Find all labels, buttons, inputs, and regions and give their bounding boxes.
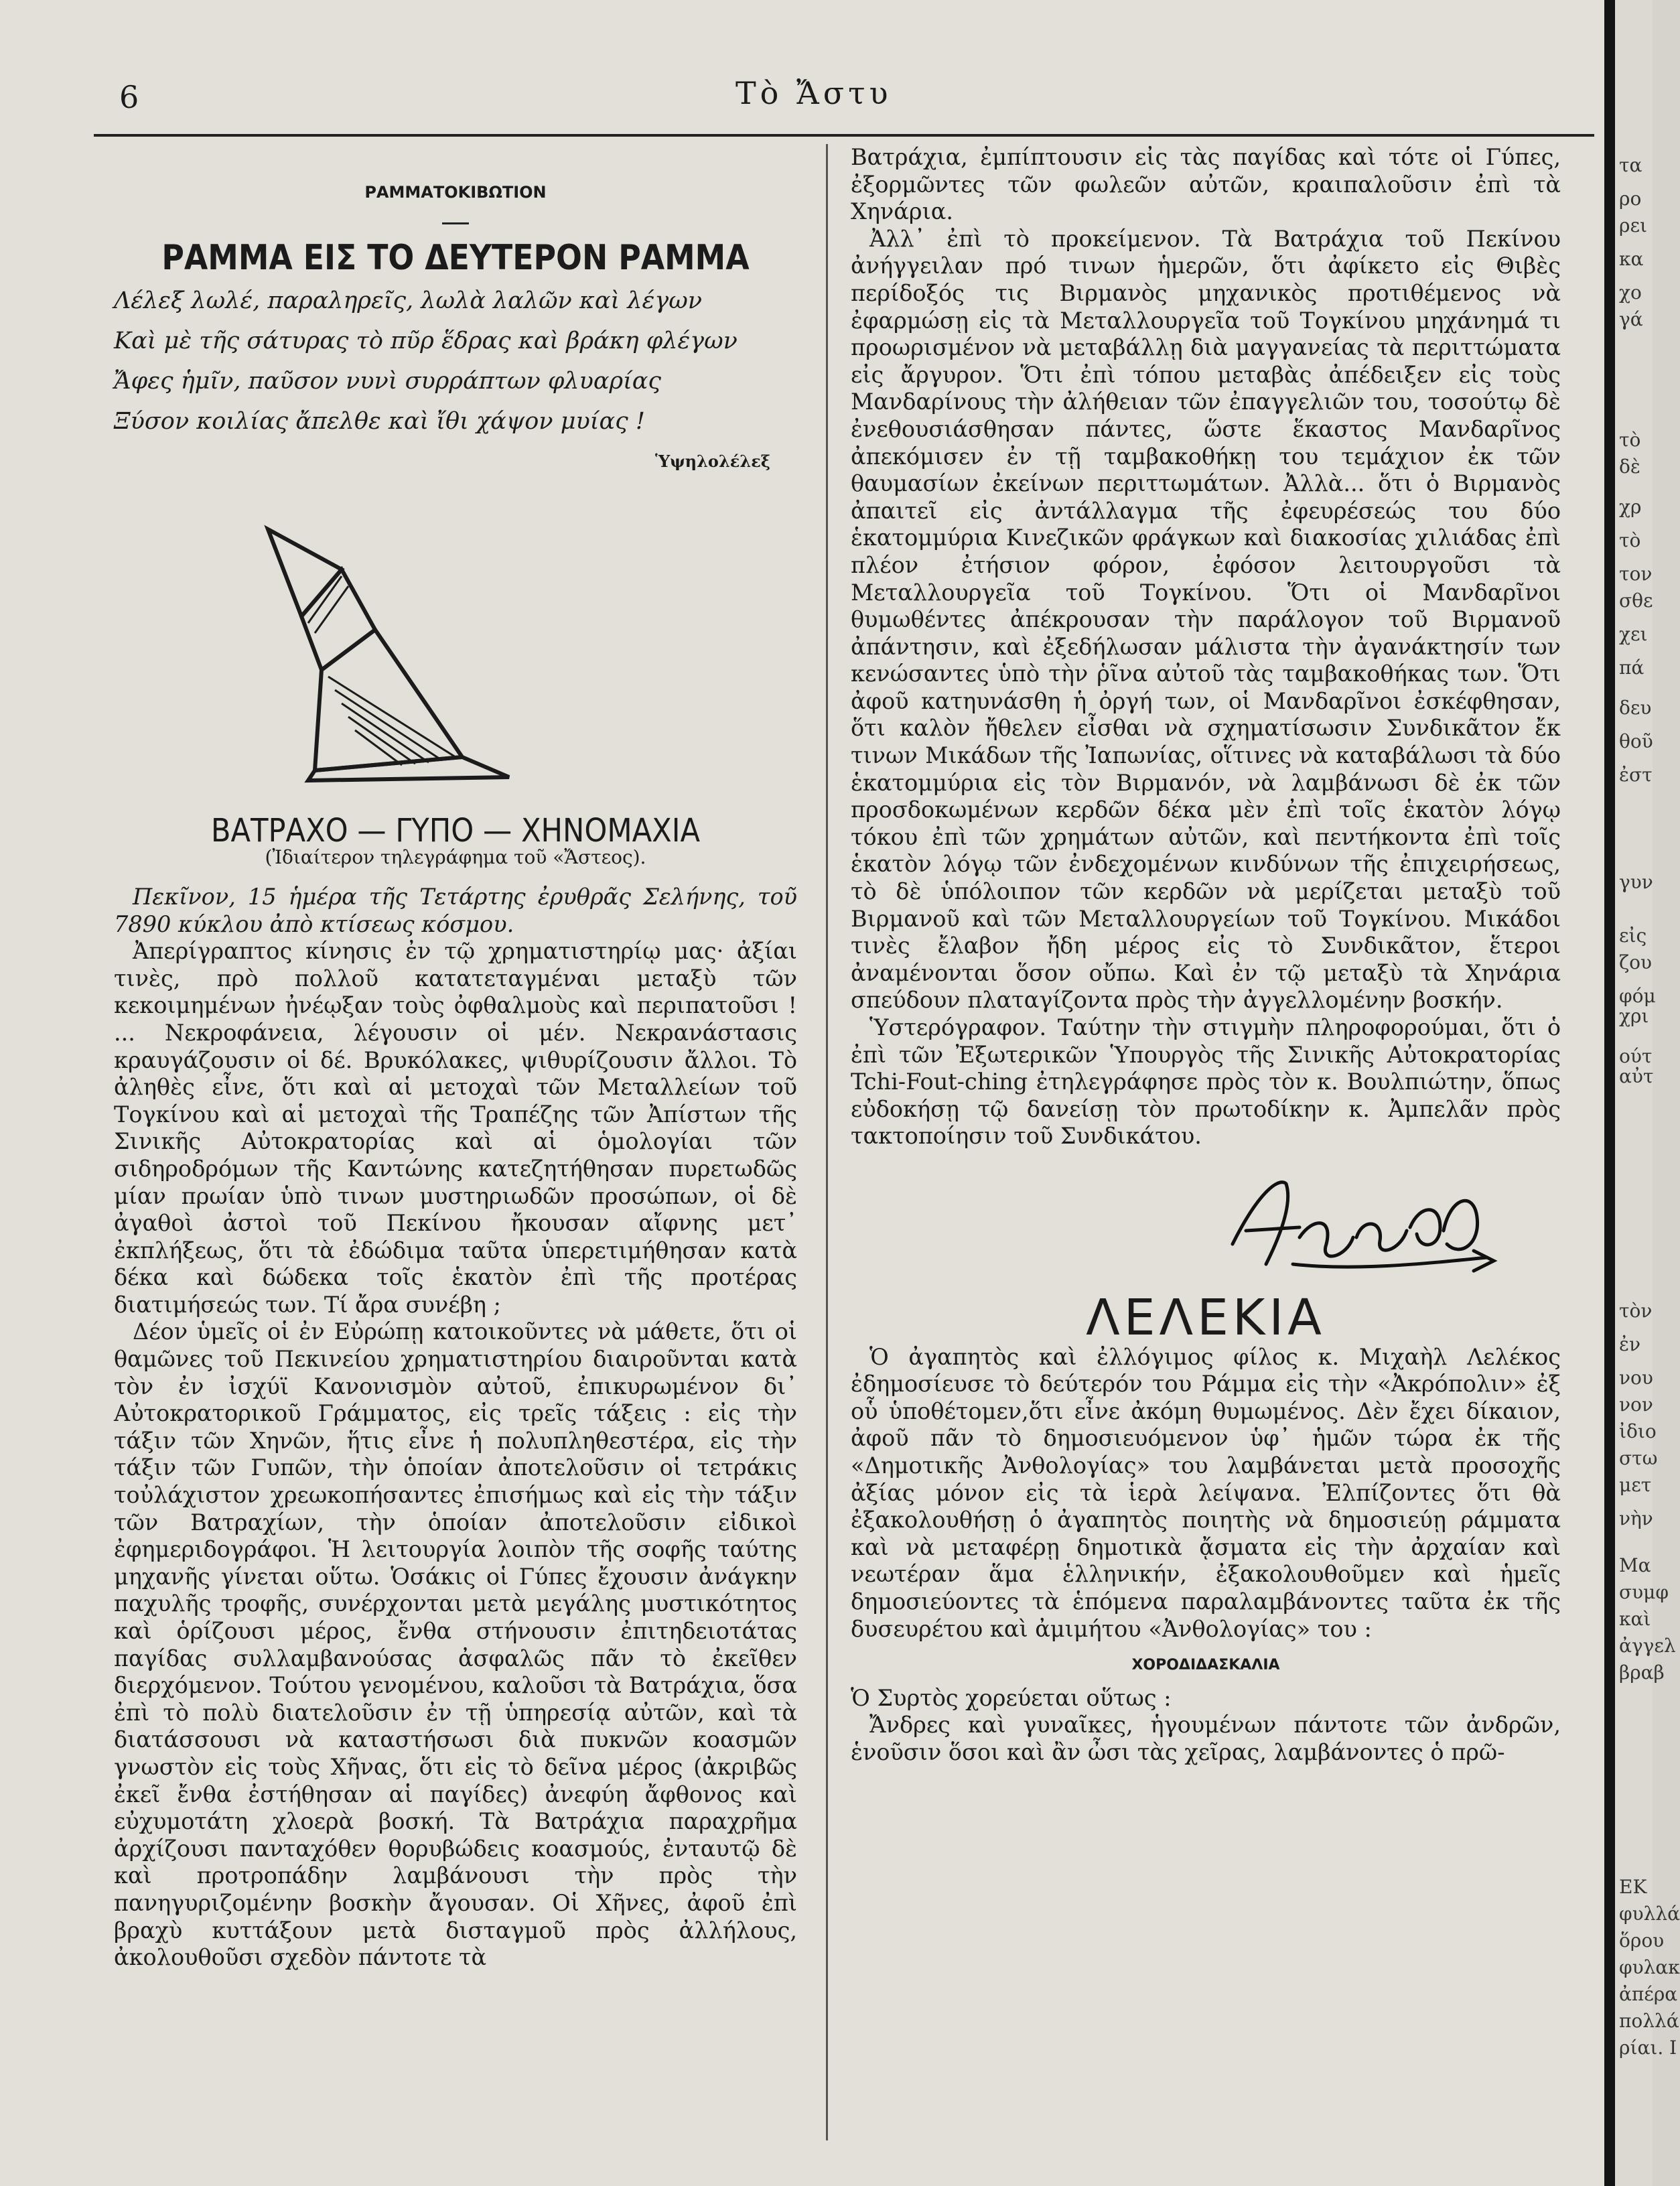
- masthead-title: Τὸ Ἄστυ: [736, 75, 892, 111]
- headline: ΡΑΜΜΑ ΕΙΣ ΤΟ ΔΕΥΤΕΡΟΝ ΡΑΜΜΑ: [161, 237, 750, 278]
- adjacent-page-fragment: χρι: [1619, 1005, 1649, 1027]
- adjacent-page-fragment: σθε: [1619, 590, 1653, 612]
- adjacent-page-fragment: ἐν: [1619, 1333, 1641, 1355]
- adjacent-page-fragment: ζου: [1619, 951, 1653, 973]
- adjacent-page-fragment: αὐτ: [1619, 1065, 1654, 1087]
- paragraph: Ὁ ἀγαπητὸς καὶ ἐλλόγιμος φίλος κ. Μιχαὴλ Λελέκος ἐδημοσίευσε τὸ δεύτερόν του Ράμμα εἰς τὴν «Ἀκρόπολιν» ἐξ οὗ ὑποθέτομεν,ὅτι εἶνε ἀκόμη θυμωμένος. Δὲν ἔχει δίκαιον, ἀφοῦ πᾶν τὸ δημοσιευόμενον ὑφ᾽ ἡμῶν τώρα ἐκ τῆς «Δημοτικῆς Ἀνθολογίας» του λαμβάνεται μετὰ προσοχῆς ἀξίας μόνον εἰς τὰ ἱερὰ λείψανα. Ἐλπίζοντες ὅτι θὰ ἐξακολουθήσῃ ὁ ἀγαπητὸς ποιητὴς νὰ δημοσιεύῃ ράμματα καὶ νὰ μεταφέρῃ δημοτικὰ ᾄσματα εἰς τὴν ἀρχαίαν καὶ νεωτέραν ἅμα ἑλληνικήν, ἐξακολουθοῦμεν καὶ ἡμεῖς δημοσιεύοντες τὰ ἑπόμενα παραλαμβάνοντες ταῦτα ἐκ τῆς δυσευρέτου καὶ ἀμιμήτου «Ἀνθολογίας» του :: [851, 1343, 1561, 1642]
- adjacent-page-fragment: χει: [1619, 623, 1648, 645]
- adjacent-page-fragment: στω: [1619, 1447, 1658, 1469]
- verse-line: Καὶ μὲ τῆς σάτυρας τὸ πῦρ ἕδρας καὶ βράκη φλέγων: [114, 328, 738, 355]
- choro-title: ΧΟΡΟΔΙΔΑΣΚΑΛΙΑ: [1131, 1657, 1280, 1674]
- verse-line: Λέλεξ λωλέ, παραληρεῖς, λωλὰ λαλῶν καὶ λέγων: [114, 287, 703, 315]
- adjacent-page-fragment: πά: [1619, 657, 1644, 679]
- adjacent-page-edge: [1615, 0, 1680, 2186]
- adjacent-page-fragment: γά: [1619, 308, 1643, 330]
- adjacent-page-fragment: ἀπέρα: [1619, 1983, 1678, 2005]
- adjacent-page-fragment: δὲ: [1619, 456, 1640, 478]
- adjacent-page-fragment: χρ: [1619, 496, 1642, 518]
- lelekia-title: ΛΕΛΕΚΙΑ: [1086, 1288, 1326, 1347]
- handwritten-signature: [1219, 1164, 1500, 1291]
- dateline: Πεκῖνον, 15 ἡμέρα τῆς Τετάρτης ἐρυθρᾶς Σελήνης, τοῦ 7890 κύκλου ἀπὸ κτίσεως κόσμου.: [114, 883, 797, 937]
- adjacent-page-fragment: πολλά: [1619, 2010, 1679, 2032]
- signature-block: [851, 1150, 1561, 1298]
- adjacent-page-fragment: γυν: [1619, 871, 1653, 893]
- section-dash: [442, 222, 469, 224]
- article-title: ΒΑΤΡΑΧΟ — ΓΥΠΟ — ΧΗΝΟΜΑΧΙΑ: [210, 811, 701, 849]
- adjacent-page-fragment: τὸν: [1619, 1300, 1653, 1322]
- paragraph: Ἀπερίγραπτος κίνησις ἐν τῷ χρηματιστηρίῳ μας· ἀξίαι τινὲς, πρὸ πολλοῦ κατατεταγμέναι μεταξὺ τῶν κεκοιμημένων ἠνέῳξαν τοὺς ὀφθαλμοὺς καὶ περιπατοῦσι ! ... Νεκροφάνεια, λέγουσιν οἱ μέν. Νεκρανάστασις κραυγάζουσιν οἱ δέ. Βρυκόλακες, ψιθυρίζουσιν ἄλλοι. Τὸ ἀληθὲς εἶνε, ὅτι καὶ αἱ μετοχαὶ τῶν Μεταλλείων τοῦ Τογκίνου καὶ αἱ μετοχαὶ τῆς Τραπέζης τῶν Ἀπίστων τῆς Σινικῆς Αὐτοκρατορίας καὶ αἱ ὁμολογίαι τῶν σιδηροδρόμων τῆς Καντώνης κατεζητήθησαν πυρετωδῶς μίαν πρωίαν ὑπὸ τινων μυστηριωδῶν προσώπων, οἱ δὲ ἀγαθοὶ ἀστοὶ τοῦ Πεκίνου ἤκουσαν αἴφνης μετ᾽ ἐκπλήξεως, ὅτι τὰ ἐδώδιμα ταῦτα ὑπερετιμήθησαν κατὰ δέκα καὶ δώδεκα τοῖς ἑκατὸν ἐπὶ τῆς προτέρας διατιμήσεώς των. Τί ἄρα συνέβη ;: [114, 938, 797, 1318]
- adjacent-page-fragment: κα: [1619, 248, 1644, 270]
- verse-line: Ἄφες ἡμῖν, παῦσον νυνὶ συρράπτων φλυαρίας: [114, 368, 662, 395]
- adjacent-page-fragment: βραβ: [1619, 1661, 1665, 1684]
- column-divider: [826, 144, 828, 2140]
- adjacent-page-fragment: καὶ: [1619, 1608, 1651, 1630]
- adjacent-page-fragment: φόμ: [1619, 985, 1656, 1007]
- paragraph: Δέον ὑμεῖς οἱ ἐν Εὐρώπῃ κατοικοῦντες νὰ μάθετε, ὅτι οἱ θαμῶνες τοῦ Πεκινείου χρηματιστηρίου διαιροῦνται κατὰ τὸν ἐν ἰσχύϊ Κανονισμὸν αὐτοῦ, ἐπικυρωμένον δι᾽ Αὐτοκρατορικοῦ Γράμματος, εἰς τρεῖς τάξεις : εἰς τὴν τάξιν τῶν Χηνῶν, ἥτις εἶνε ἡ πολυπληθεστέρα, εἰς τὴν τάξιν τῶν Γυπῶν, τὴν ὁποίαν ἀποτελοῦσιν οἱ τετράκις τοὐλάχιστον χρεωκοπήσαντες ἐπισήμως καὶ εἰς τὴν τάξιν τῶν Βατραχίων, τὴν ὁποίαν ἀποτελοῦσιν εἰδικοὶ ἐφημεριδογράφοι. Ἡ λειτουργία λοιπὸν τῆς σοφῆς ταύτης μηχανῆς γίνεται οὕτω. Ὁσάκις οἱ Γύπες ἔχουσιν ἀνάγκην παχυλῆς τροφῆς, συνέρχονται μετὰ μεγάλης μυστικότητος καὶ ὁρίζουσι μέρος, ἔνθα στήνουσιν ἐπιτηδειοτάτας παγίδας συλλαμβανούσας ἀσφαλῶς πᾶν τὸ ἐκεῖθεν διερχόμενον. Τούτου γενομένου, καλοῦσι τὰ Βατράχια, ὅσα ἐπὶ τὸ πολὺ διατελοῦσιν ἐν τῇ ὑπηρεσίᾳ αὐτῶν, καὶ τὰ διατάσσουσι νὰ καταστήσωσι διὰ πυκνῶν κοασμῶν γνωστὸν εἰς τοὺς Χῆνας, ὅτι εἰς τὸ δεῖνα μέρος (ἀκριβῶς ἐκεῖ ἔνθα ἐστήθησαν αἱ παγίδες) ἀνεφύη ἄφθονος καὶ εὐχυμοτάτη χλοερὰ βοσκή. Τὰ Βατράχια παραχρῆμα ἀρχίζουσι πανταχόθεν θορυβώδεις κοασμούς, ἐνταυτῷ δὲ καὶ προτροπάδην λαμβάνουσι τὴν πρὸς τὴν πανηγυριζομένην βοσκὴν ἄγουσαν. Οἱ Χῆνες, ἀφοῦ ἐπὶ βραχὺ κυττάξουν μετὰ δισταγμοῦ πρὸς ἀλλήλους, ἀκολουθοῦσι σχεδὸν πάντοτε τὰ: [114, 1318, 797, 1971]
- binding-gutter: [1604, 0, 1615, 2186]
- adjacent-page-fragment: τον: [1619, 563, 1653, 585]
- adjacent-page-fragment: θοῦ: [1619, 730, 1653, 752]
- adjacent-page-fragment: φυλακ: [1619, 1956, 1680, 1978]
- adjacent-page-fragment: δευ: [1619, 697, 1652, 719]
- adjacent-page-fragment: νου: [1619, 1367, 1653, 1389]
- origami-bird-icon: [241, 516, 522, 784]
- adjacent-page-fragment: τα: [1619, 154, 1642, 176]
- adjacent-page-fragment: τὸ: [1619, 429, 1641, 451]
- paragraph: Ἀλλ᾽ ἐπὶ τὸ προκείμενον. Τὰ Βατράχια τοῦ Πεκίνου ἀνήγγειλαν πρό τινων ἡμερῶν, ὅτι ἀφίκετο εἰς Θιβὲς περίδοξός τις Βιρμανὸς μηχανικὸς προτιθέμενος νὰ ἐφαρμώσῃ εἰς τὰ Μεταλλουργεῖα τοῦ Τογκίνου μηχάνημά τι προωρισμένον νὰ μεταβάλλῃ διὰ μαγγανείας τὰ περιττώματα εἰς ἄργυρον. Ὅτι ἐπὶ τόπου μεταβὰς ἀπέδειξεν εἰς τοὺς Μανδαρίνους τὴν ἀλήθειαν τῶν ἐπαγγελιῶν του, τοσούτῳ δὲ ἐνεθουσιάσθησαν πάντες, ὥστε ἕκαστος Μανδαρῖνος ἀπεκόμισεν ἐν τῇ ταμβακοθήκῃ του τεμάχιον ἐκ τῶν θαυμασίων ἐκείνων περιττωμάτων. Ἀλλὰ... ὅτι ὁ Βιρμανὸς ἀπαιτεῖ εἰς ἀντάλλαγμα τῆς ἐφευρέσεώς του δύο ἑκατομμύρια Κινεζικῶν φράγκων καὶ διακοσίας χιλιάδας ἐπὶ πλέον ἐτήσιον φόρον, ἐφόσον λειτουργοῦσι τὰ Μεταλλουργεῖα τοῦ Τογκίνου. Ὅτι οἱ Μανδαρῖνοι θυμωθέντες ἀπέκρουσαν τὴν παράλογον τοῦ Βιρμανοῦ ἀπάντησιν, καὶ ἐξεδήλωσαν μάλιστα τὴν ἀγανάκτησίν των κενώσαντες ὑπὸ τὴν ῥῖνα αὐτοῦ τὰς ταμβακοθήκας των. Ὅτι ἀφοῦ κατηυνάσθη ἡ ὀργή των, οἱ Μανδαρῖνοι ἐσκέφθησαν, ὅτι καλὸν ἤθελεν εἶσθαι νὰ σχηματίσωσιν Συνδικᾶτον ἔκ τινων Μικάδων τῆς Ἰαπωνίας, οἵτινες νὰ καταβάλωσι τὰ δύο ἑκατομμύρια εἰς τὸν Βιρμανόν, νὰ λαμβάνωσι δὲ ἐκ τῶν προσδοκωμένων κερδῶν δέκα μὲν ἐπὶ τοῖς ἑκατὸν λόγῳ τόκου ἐπὶ τῶν χρημάτων αὐτῶν, καὶ πεντήκοντα ἐπὶ τοῖς ἑκατὸν λόγῳ τῶν ἐνδεχομένων κινδύνων τῆς ἐπιχειρήσεως, τὸ δὲ ὑπόλοιπον τῶν κερδῶν νὰ μερίζεται μεταξὺ τοῦ Βιρμανοῦ καὶ τῶν Μεταλλουργείων τοῦ Τογκίνου. Μικάδοι τινὲς ἔλαβον ἤδη μέρος εἰς τὸ Συνδικᾶτον, ἕτεροι ἀναμένονται ὅσον οὔπω. Καὶ ἐν τῷ μεταξὺ τὰ Χηνάρια σπεύδουν πλαταγίζοντα πρὸς τὴν ἀγγελλομένην βοσκήν.: [851, 225, 1561, 1014]
- adjacent-page-fragment: ρίαι. Ι: [1619, 2037, 1677, 2059]
- adjacent-page-fragment: ρο: [1619, 188, 1642, 210]
- adjacent-page-fragment: μετ: [1619, 1474, 1652, 1496]
- adjacent-page-fragment: νὴν: [1619, 1507, 1653, 1529]
- adjacent-page-fragment: ἀγγελ: [1619, 1635, 1676, 1657]
- paragraph-continuation: Βατράχια, ἐμπίπτουσιν εἰς τὰς παγίδας καὶ τότε οἱ Γύπες, ἐξορμῶντες τῶν φωλεῶν αὐτῶν, κραιπαλοῦσιν ἐπὶ τὰ Χηνάρια.: [851, 144, 1561, 225]
- adjacent-page-fragment: τὸ: [1619, 529, 1641, 551]
- adjacent-page-fragment: ἰδιο: [1619, 1420, 1657, 1442]
- adjacent-page-fragment: ρει: [1619, 214, 1647, 236]
- verse-line: Ξύσον κοιλίας ἄπελθε καὶ ἴθι χάψον μυίας !: [114, 408, 645, 435]
- choro-line: Ὁ Συρτὸς χορεύεται οὕτως :: [851, 1684, 1172, 1711]
- right-column: [851, 144, 1561, 1766]
- article-subtitle: (Ἰδιαίτερον τηλεγράφημα τοῦ «Ἄστεος).: [265, 846, 646, 869]
- verse-signature: Ὑψηλολέλεξ: [654, 452, 770, 472]
- adjacent-page-fragment: ἐστ: [1619, 764, 1653, 786]
- adjacent-page-fragment: ούτ: [1619, 1045, 1653, 1067]
- paragraph-postscript: Ὑστερόγραφον. Ταύτην τὴν στιγμὴν πληροφορούμαι, ὅτι ὁ ἐπὶ τῶν Ἐξωτερικῶν Ὑπουργὸς τῆς Σινικῆς Αὐτοκρατορίας Tchi-Fout-ching ἐτηλεγράφησε πρὸς τὸν κ. Βουλπιώτην, ὅπως εὐδοκήσῃ τῷ δανείσῃ τὸν πρωτοδίκην κ. Ἀμπελᾶν πρὸς τακτοποίησιν τοῦ Συνδικάτου.: [851, 1014, 1561, 1150]
- section-label: ΡΑΜΜΑΤΟΚΙΒΩΤΙΟΝ: [364, 183, 547, 202]
- header-rule: [94, 134, 1594, 137]
- adjacent-page-fragment: χο: [1619, 281, 1642, 303]
- adjacent-page-fragment: νον: [1619, 1393, 1653, 1416]
- left-column: [114, 144, 797, 1972]
- page-number: 6: [119, 79, 139, 115]
- origami-bird-figure: [114, 489, 797, 784]
- adjacent-page-fragment: ΕΚ: [1619, 1876, 1647, 1898]
- verse: [114, 281, 797, 441]
- adjacent-page-fragment: Μα: [1619, 1554, 1651, 1576]
- choro-line: Ἄνδρες καὶ γυναῖκες, ἡγουμένων πάντοτε τῶν ἀνδρῶν, ἑνοῦσιν ὅσοι καὶ ἂν ὦσι τὰς χεῖρας, λαμβάνοντες ὁ πρῶ-: [851, 1712, 1561, 1765]
- adjacent-page-fragment: ὅρου: [1619, 1929, 1665, 1952]
- adjacent-page-fragment: εἰς: [1619, 925, 1647, 947]
- adjacent-page-fragment: συμφ: [1619, 1581, 1669, 1603]
- adjacent-page-fragment: φυλλά: [1619, 1903, 1680, 1925]
